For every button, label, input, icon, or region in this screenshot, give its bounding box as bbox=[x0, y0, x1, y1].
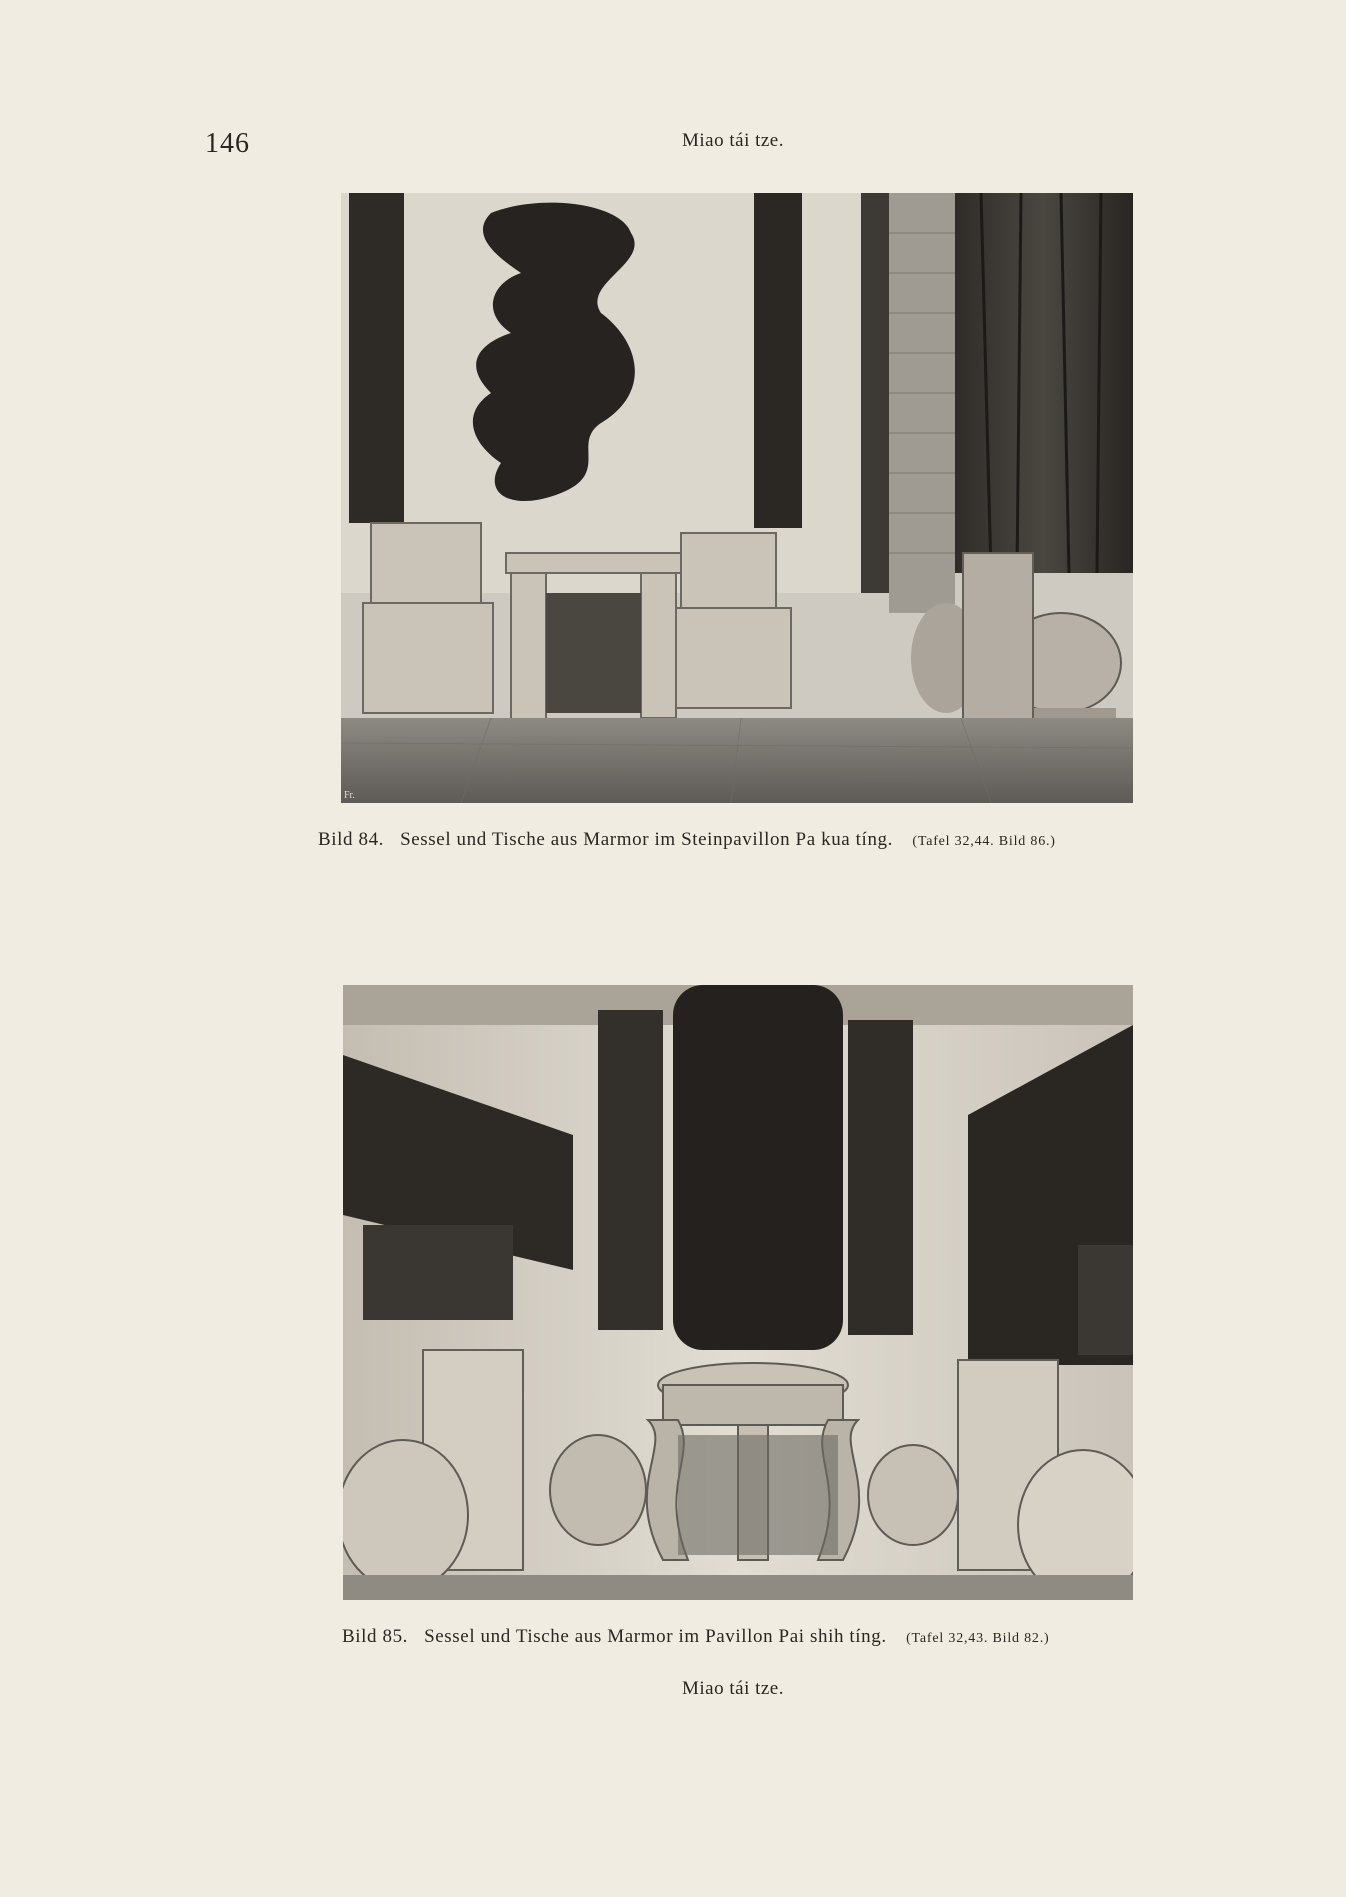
figure-84-label: Bild 84. bbox=[318, 829, 385, 850]
figure-85-reference: (Tafel 32,43. Bild 82.) bbox=[906, 1631, 1050, 1646]
figure-84-caption bbox=[318, 829, 1056, 851]
figure-85-caption bbox=[342, 1626, 1049, 1648]
photographer-mark: Fr. bbox=[344, 790, 355, 801]
figure-84-photo bbox=[341, 193, 1133, 803]
figure-84-illustration bbox=[341, 193, 1133, 803]
figure-85-label: Bild 85. bbox=[342, 1626, 409, 1647]
figure-85-illustration bbox=[343, 985, 1133, 1600]
page-number: 146 bbox=[205, 128, 250, 159]
running-head: Miao tái tze. bbox=[682, 130, 784, 151]
figure-84-reference: (Tafel 32,44. Bild 86.) bbox=[912, 834, 1056, 849]
figure-85-text: Sessel und Tische aus Marmor im Pavillon Pai shih tíng. bbox=[424, 1626, 887, 1647]
figure-85-photo bbox=[343, 985, 1133, 1600]
figure-85-subcaption: Miao tái tze. bbox=[682, 1678, 784, 1699]
figure-84-text: Sessel und Tische aus Marmor im Steinpavillon Pa kua tíng. bbox=[400, 829, 893, 850]
